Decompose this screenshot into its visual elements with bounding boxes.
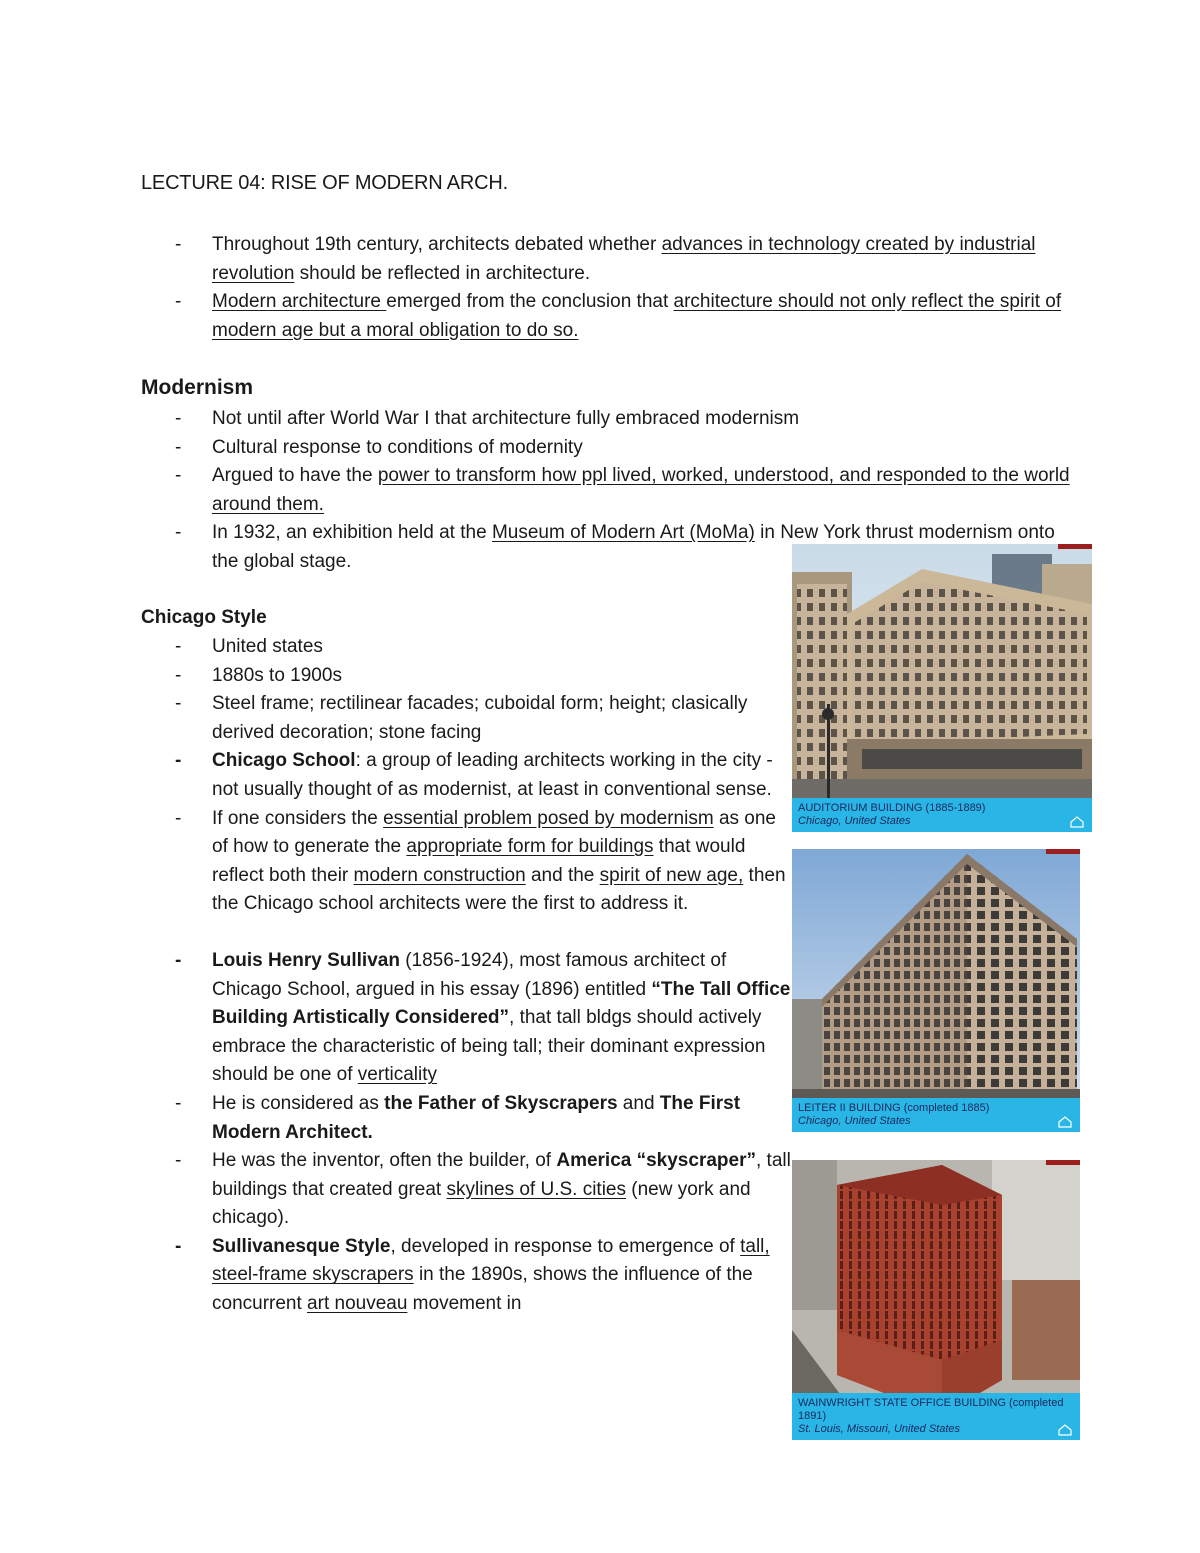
- photo-caption: AUDITORIUM BUILDING (1885-1889) Chicago, United States: [792, 798, 1092, 832]
- photo-caption: WAINWRIGHT STATE OFFICE BUILDING (completed 1891) St. Louis, Missouri, United States: [792, 1393, 1080, 1440]
- list-item: - Steel frame; rectilinear facades; cuboidal form; height; clasically derived decoration; stone facing: [175, 693, 748, 743]
- building-illustration: [792, 544, 1092, 832]
- house-icon: [1070, 816, 1084, 828]
- list-item: - If one considers the essential problem posed by modernism as one of how to generate the appropriate form for buildings that would reflect both their modern construction and the spirit of new age, then the Chicago school architects were the first to address it.: [175, 807, 786, 915]
- list-item: - He was the inventor, often the builder, of America “skyscraper”, tall buildings that created great skylines of U.S. cities (new york and chicago).: [175, 1150, 791, 1229]
- list-item: - Argued to have the power to transform how ppl lived, worked, understood, and responded to the world around them.: [175, 465, 1070, 515]
- list-item: - Cultural response to conditions of modernity: [175, 436, 583, 458]
- list-item: - He is considered as the Father of Skyscrapers and The First Modern Architect.: [175, 1092, 741, 1143]
- corner-tag: [1046, 1160, 1080, 1165]
- section-heading-chicago-style: Chicago Style: [141, 607, 267, 628]
- list-item: - Modern architecture emerged from the conclusion that architecture should not only reflect the spirit of modern age but a moral obligation to do so.: [175, 291, 1062, 341]
- list-spacer: [141, 919, 791, 947]
- corner-tag: [1046, 849, 1080, 854]
- wainwright-building-photo: [792, 1160, 1080, 1440]
- list-item: - Louis Henry Sullivan (1856-1924), most famous architect of Chicago School, argued in his essay (1896) entitled “The Tall Office Building Artistically Considered”, that tall bldgs should actively embrace the characteristic of being tall; their dominant expression should be one of verticality: [175, 949, 791, 1086]
- section-heading-modernism: Modernism: [141, 376, 254, 399]
- photo-caption: LEITER II BUILDING (completed 1885) Chicago, United States: [792, 1098, 1080, 1132]
- list-item: - In 1932, an exhibition held at the Museum of Modern Art (MoMa) in New York thrust modernism onto the global stage.: [175, 522, 1055, 572]
- list-item: - Chicago School: a group of leading architects working in the city - not usually thought of as modernist, at least in conventional sense.: [175, 750, 773, 800]
- leiter-building-photo: [792, 849, 1080, 1132]
- list-item: - 1880s to 1900s: [175, 664, 342, 686]
- page-title: LECTURE 04: RISE OF MODERN ARCH.: [141, 172, 508, 194]
- auditorium-building-photo: [792, 544, 1092, 832]
- corner-tag: [1058, 544, 1092, 549]
- list-item: - Throughout 19th century, architects debated whether advances in technology created by industrial revolution should be reflected in architecture.: [175, 234, 1036, 284]
- list-item: - Not until after World War I that architecture fully embraced modernism: [175, 408, 800, 429]
- list-item: - Sullivanesque Style, developed in response to emergence of tall, steel-frame skyscrapers in the 1890s, shows the influence of the concurrent art nouveau movement in: [175, 1235, 770, 1315]
- chicago-list: [141, 633, 791, 1319]
- list-item: - United states: [175, 636, 323, 657]
- intro-list: [141, 231, 1071, 345]
- building-illustration: [792, 849, 1080, 1132]
- house-icon: [1058, 1424, 1072, 1436]
- house-icon: [1058, 1116, 1072, 1128]
